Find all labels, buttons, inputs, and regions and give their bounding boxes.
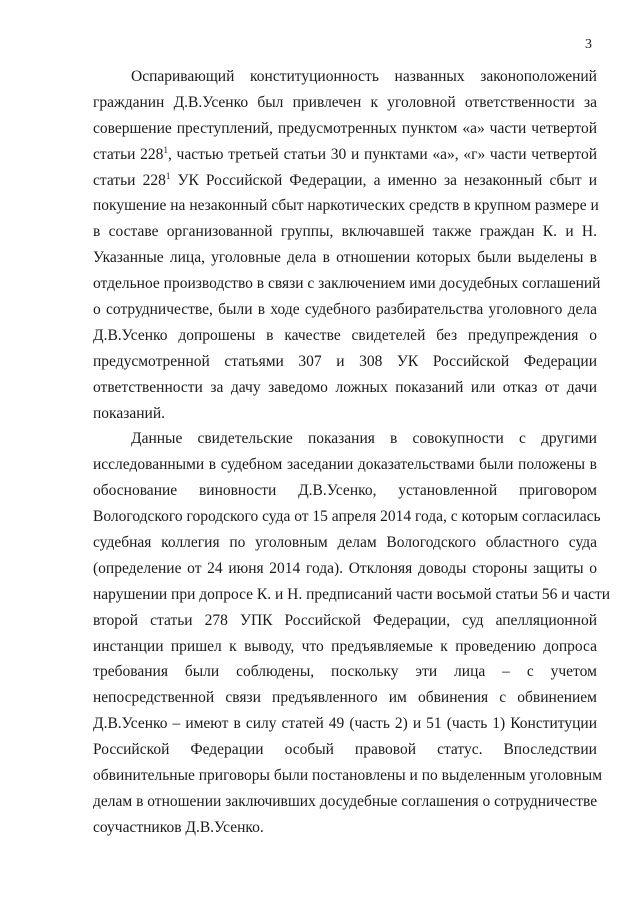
text-line: показаний. (93, 404, 165, 422)
word: Оспаривающий (131, 68, 235, 85)
word: Российской (93, 741, 170, 759)
word: учетом (550, 663, 597, 681)
word: статус. (437, 741, 483, 759)
line-text: статьи 228 (93, 171, 166, 189)
text-line: соучастников Д.В.Усенко. (93, 818, 264, 836)
word: установленной (398, 482, 498, 500)
line-text: УК Российской Федерации, а именно за незаконный сбыт и (170, 171, 598, 189)
text-line: ответственности за дачу заведомо ложных показаний или отказ от дачи (93, 378, 597, 396)
superscript: 1 (163, 144, 168, 155)
text-line (93, 478, 597, 504)
text-line: непосредственной связи предъявленного им обвинения с обвинением (93, 689, 597, 707)
word: с (526, 663, 534, 681)
word: приговором (518, 482, 597, 500)
word: статьями (224, 352, 284, 370)
text-line: Д.В.Усенко допрошены в качестве свидетелей без предупреждения о (93, 326, 597, 344)
text-line: делам в отношении заключивших досудебные соглашения о сотрудничестве (93, 792, 598, 810)
paragraph (93, 64, 601, 426)
word: были (184, 663, 220, 681)
word: УК (396, 352, 419, 370)
word: 308 (359, 352, 383, 370)
text-line: отдельное производство в связи с заключением ими досудебных соглашений (93, 275, 601, 293)
word: 307 (298, 352, 322, 370)
text-line: совершение преступлений, предусмотренных пунктом «а» части четвертой (93, 119, 597, 137)
text-line (93, 659, 597, 685)
word: виновности (198, 482, 277, 500)
word: лица (454, 663, 486, 681)
text-line: покушение на незаконный сбыт наркотических средств в крупном размере и (93, 197, 599, 215)
text-line (93, 168, 597, 194)
word: конституционность (250, 68, 379, 85)
text-line: о сотрудничестве, были в ходе судебного разбирательства уголовного дела (93, 301, 597, 319)
word: особый (284, 741, 334, 759)
superscript: 1 (165, 170, 171, 181)
text-line: Д.В.Усенко – имеют в силу статей 49 (часть 2) и 51 (часть 1) Конституции (93, 715, 597, 733)
word: Федерации (523, 352, 597, 370)
text-line: в составе организованной группы, включавшей также граждан К. и Н. (93, 223, 597, 241)
word: названных (394, 68, 465, 85)
text-line: инстанции пришел к выводу, что предъявляемые к проведению допроса (93, 637, 597, 655)
text-line: (определение от 24 июня 2014 года). Отклоняя доводы стороны защиты о (93, 559, 597, 577)
text-line: обвинительные приговоры были постановлены и по выделенным уголовным (93, 767, 603, 785)
text-line (93, 349, 597, 375)
text-line (93, 64, 597, 90)
word: законоположений (480, 68, 597, 85)
text-line: нарушении при допросе К. и Н. предписаний части восьмой статьи 56 и части (93, 585, 611, 603)
text-line: исследованными в судебном заседании доказательствами были положены в (93, 456, 597, 474)
text-line: судебная коллегия по уголовным делам Вологодского областного суда (93, 534, 597, 552)
text-line: гражданин Д.В.Усенко был привлечен к уголовной ответственности за (93, 93, 597, 111)
word: Д.В.Усенко, (298, 482, 377, 500)
line-text: статьи 228 (93, 145, 164, 163)
paragraph (93, 426, 611, 840)
word: совокупности (412, 430, 504, 448)
word: обоснование (93, 482, 178, 500)
word: Федерации (190, 741, 264, 759)
word: поскольку (331, 663, 399, 681)
word: в (390, 430, 398, 448)
line-text: , частью третьей статьи 30 и пунктами «а», «г» части четвертой (167, 145, 597, 163)
word: Российской (432, 352, 510, 370)
document-body (93, 64, 611, 841)
word: правовой (354, 741, 417, 759)
text-line: второй статьи 278 УПК Российской Федерации, суд апелляционной (93, 611, 597, 629)
word: предусмотренной (93, 352, 210, 370)
word: другими (541, 430, 597, 448)
page-number: 3 (585, 37, 592, 52)
text-line (93, 142, 597, 168)
text-line (93, 737, 597, 763)
word: показания (307, 430, 375, 448)
word: Данные (131, 430, 183, 448)
text-line: Вологодского городского суда от 15 апреля 2014 года, с которым согласилась (93, 508, 601, 526)
word: – (502, 663, 510, 681)
word: с (518, 430, 526, 448)
word: и (336, 352, 345, 370)
word: соблюдены, (236, 663, 315, 681)
text-line (93, 426, 597, 452)
word: требования (93, 663, 168, 681)
word: свидетельские (197, 430, 293, 448)
text-line: Указанные лица, уголовные дела в отношении которых были выделены в (93, 249, 597, 267)
word: Впоследствии (503, 741, 597, 759)
word: эти (415, 663, 438, 681)
